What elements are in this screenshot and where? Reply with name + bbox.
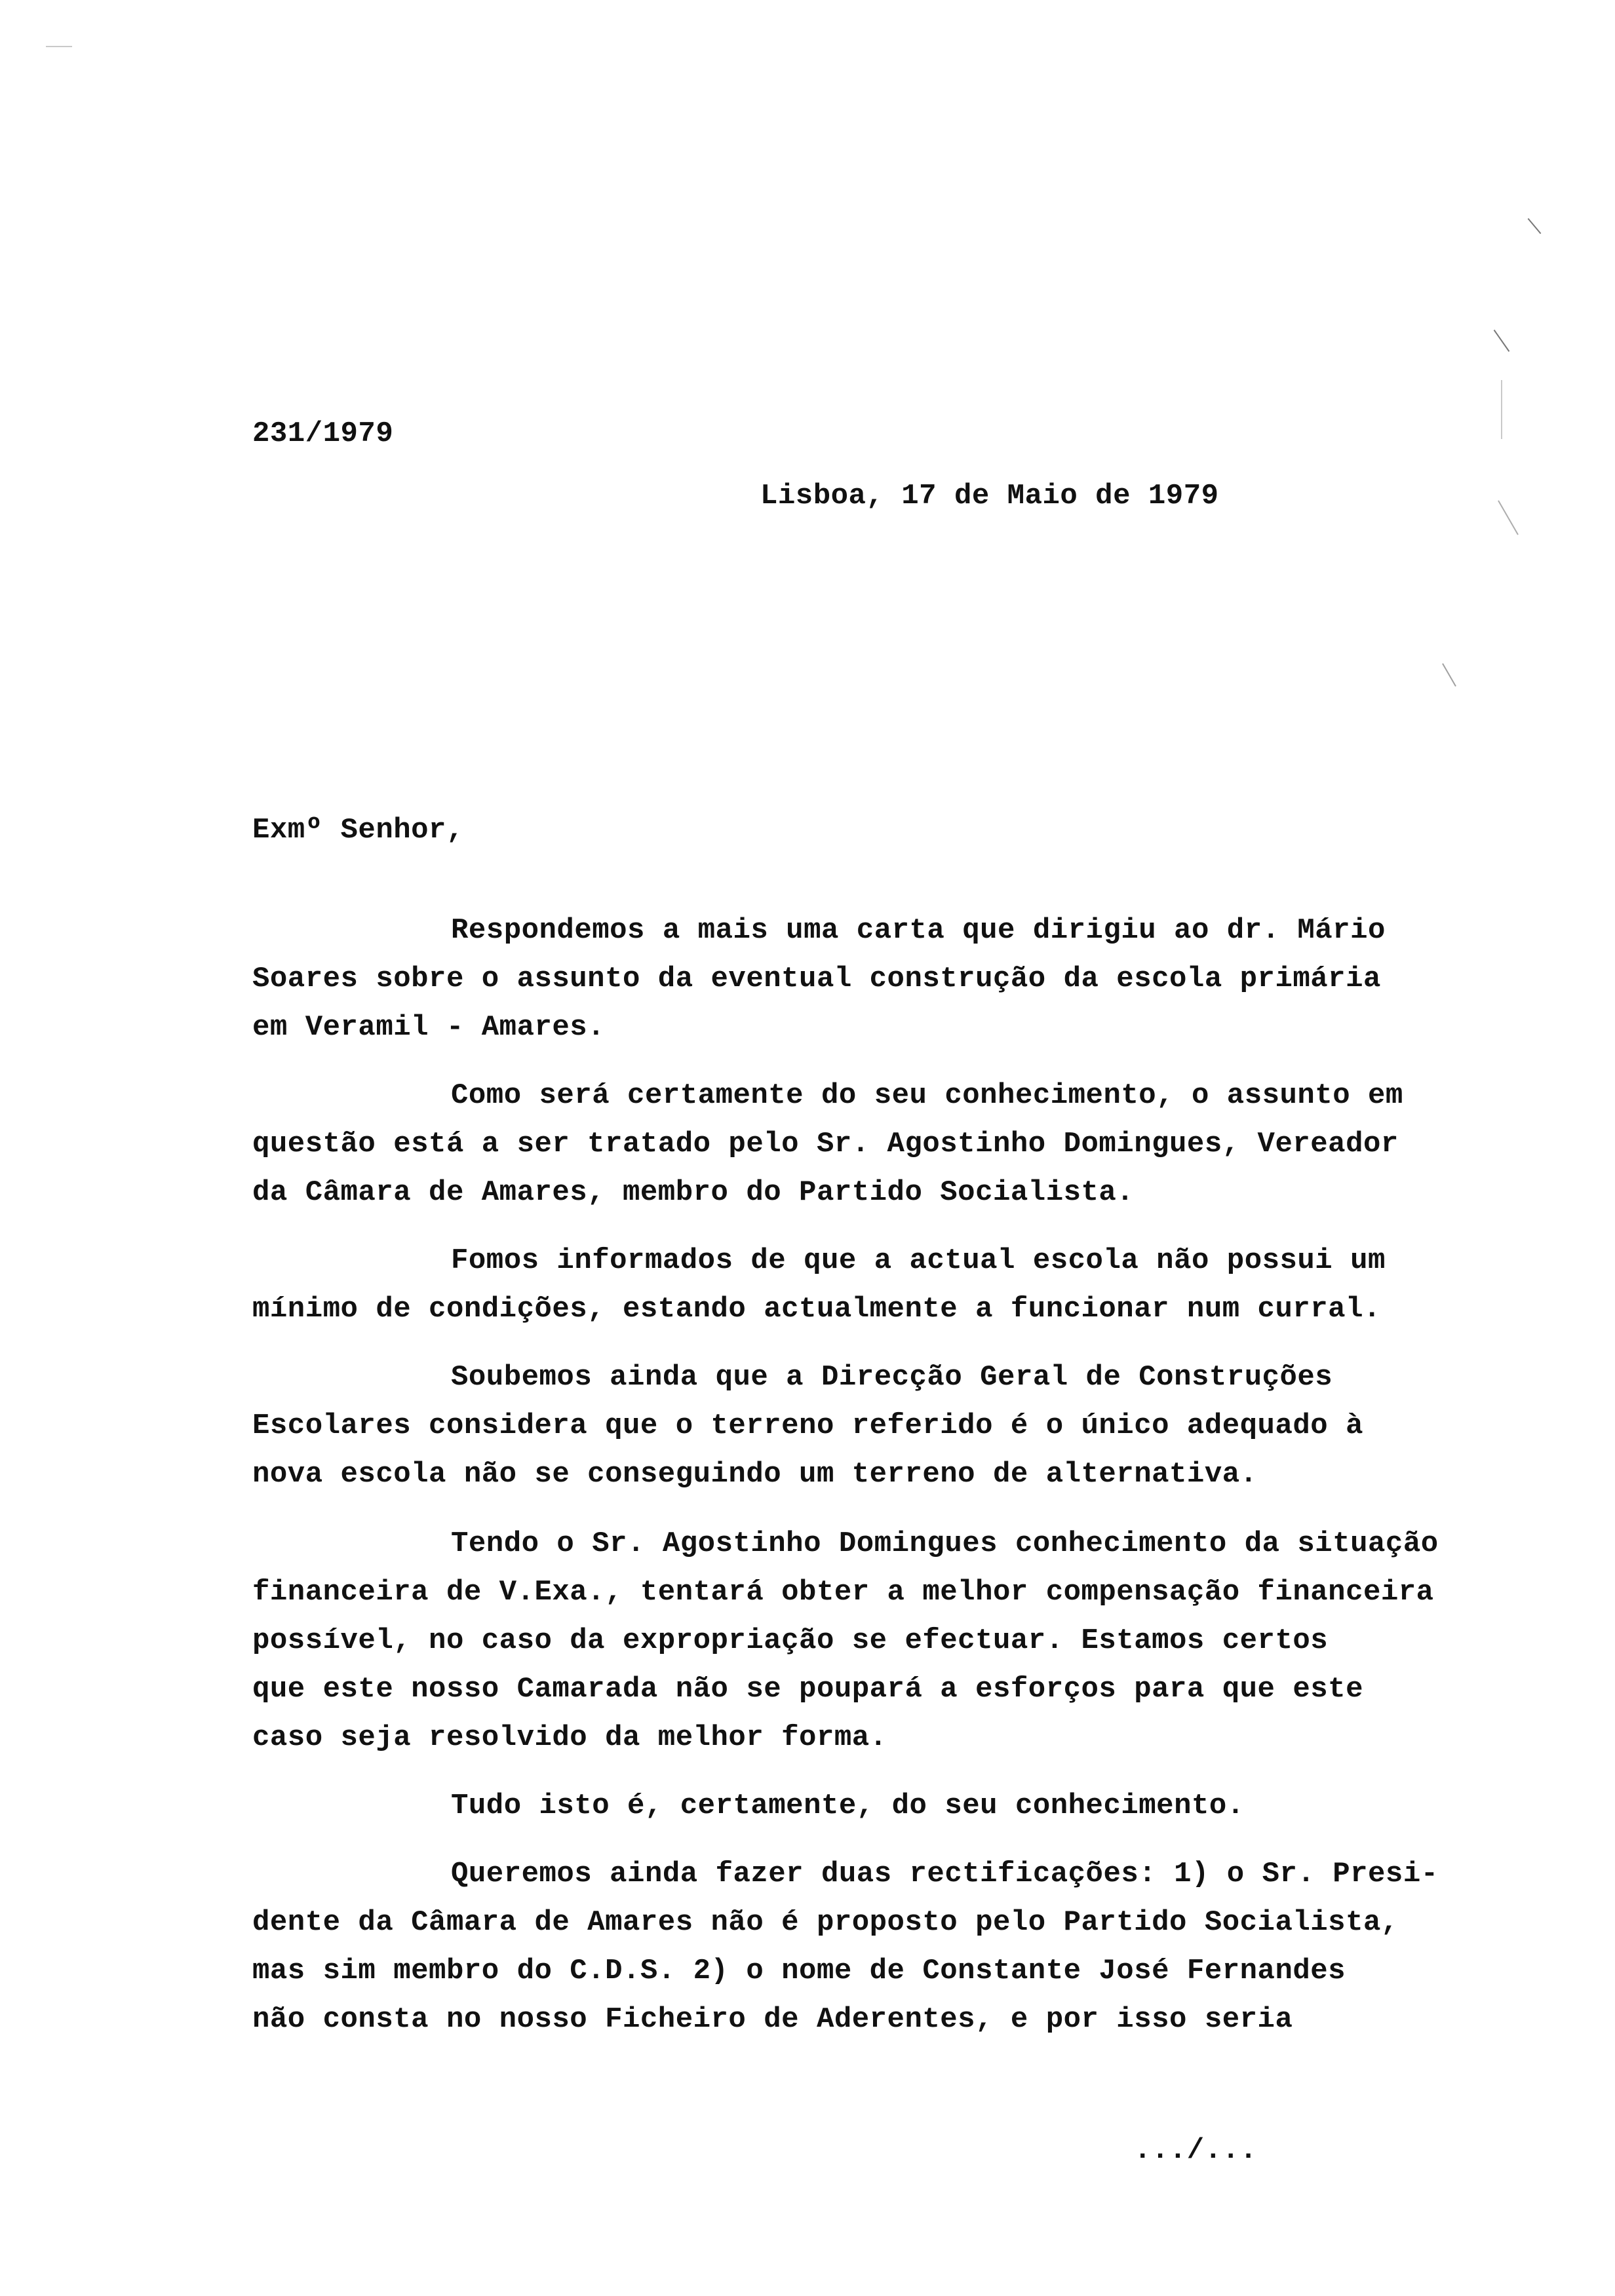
place-date: Lisboa, 17 de Maio de 1979 [760,480,1219,512]
paragraph-5-line-4: que este nosso Camarada não se poupará a esforços para que este [252,1673,1363,1706]
paragraph-7-line-2: dente da Câmara de Amares não é proposto pelo Partido Socialista, [252,1906,1399,1939]
paragraph-2-line-2: questão está a ser tratado pelo Sr. Agostinho Domingues, Vereador [252,1128,1399,1160]
scan-speck [1528,218,1542,234]
scan-speck [1442,663,1456,687]
paragraph-4-line-2: Escolares considera que o terreno referido é o único adequado à [252,1409,1363,1442]
paragraph-7-line-3: mas sim membro do C.D.S. 2) o nome de Constante José Fernandes [252,1955,1346,1987]
paragraph-7-line-1: Queremos ainda fazer duas rectificações: 1) o Sr. Presi- [451,1858,1439,1890]
paragraph-5-line-2: financeira de V.Exa., tentará obter a melhor compensação financeira [252,1576,1434,1609]
paragraph-6-line-1: Tudo isto é, certamente, do seu conhecimento. [451,1789,1245,1822]
paragraph-2-line-3: da Câmara de Amares, membro do Partido Socialista. [252,1176,1135,1209]
paragraph-5-line-3: possível, no caso da expropriação se efectuar. Estamos certos [252,1624,1329,1657]
reference-number: 231/1979 [252,417,394,450]
paragraph-7-line-4: não consta no nosso Ficheiro de Aderentes, e por isso seria [252,2003,1293,2036]
paragraph-3-line-2: mínimo de condições, estando actualmente a funcionar num curral. [252,1293,1381,1326]
salutation: Exmº Senhor, [252,814,464,847]
paragraph-2-line-1: Como será certamente do seu conhecimento, o assunto em [451,1079,1403,1112]
scan-speck [1494,330,1510,352]
paragraph-5-line-1: Tendo o Sr. Agostinho Domingues conhecimento da situação [451,1527,1439,1560]
paragraph-4-line-1: Soubemos ainda que a Direcção Geral de Construções [451,1361,1333,1394]
paragraph-1-line-2: Soares sobre o assunto da eventual construção da escola primária [252,963,1381,995]
paragraph-4-line-3: nova escola não se conseguindo um terreno de alternativa. [252,1458,1258,1491]
scan-speck [46,46,72,47]
paragraph-1-line-1: Respondemos a mais uma carta que dirigiu ao dr. Mário [451,914,1386,947]
paragraph-5-line-5: caso seja resolvido da melhor forma. [252,1721,887,1754]
scan-speck [1498,501,1519,535]
scan-speck [1501,380,1502,439]
paragraph-3-line-1: Fomos informados de que a actual escola não possui um [451,1244,1386,1277]
continuation-mark: .../... [1134,2134,1258,2167]
paragraph-1-line-3: em Veramil - Amares. [252,1011,606,1044]
